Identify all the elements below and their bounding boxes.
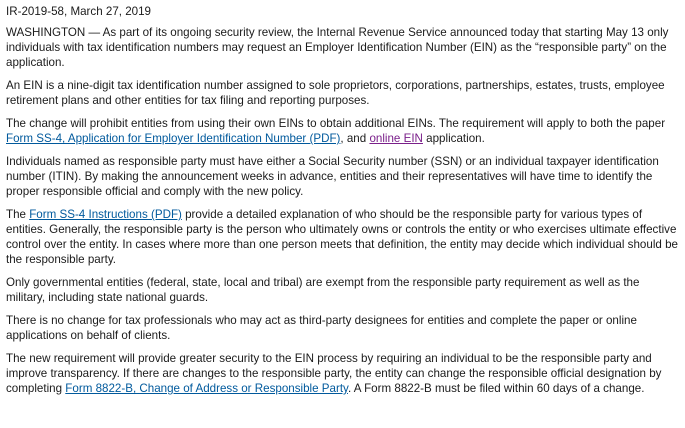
paragraph-instructions (6, 207, 681, 267)
paragraph-text: provide a detailed explanation of who should be the responsible party for various types of entities. Generally, the responsible party is the person who ultimately owns or controls the entity or who exercises ultimate effective control over the entity. In cases where more than one person meets that definition, the entity may decide which individual should be the responsible party. (6, 208, 678, 266)
paragraph-ein-definition: An EIN is a nine-digit tax identification number assigned to sole proprietors, corporations, partnerships, estates, trusts, employee retirement plans and other entities for tax filing and reporting purposes. (6, 79, 665, 107)
paragraph-individuals: Individuals named as responsible party must have either a Social Security number (SSN) or an individual taxpayer identification number (ITIN). By making the announcement weeks in advance, entities and their representatives will have time to identify the proper responsible official and comply with the new policy. (6, 155, 659, 198)
paragraph-text: The new requirement will provide greater security to the EIN process by requiring an individual to be the responsible party and improve transparency. If there are changes to the responsible party, the entity can change the responsible official designation by completing (6, 352, 662, 395)
paragraph-intro: WASHINGTON — As part of its ongoing security review, the Internal Revenue Service announced today that starting May 13 only individuals with tax identification numbers may request an Employer Identification Number (EIN) as the “responsible party” on the application. (6, 26, 669, 69)
paragraph-text: The (6, 208, 30, 221)
release-dateline: IR-2019-58, March 27, 2019 (6, 5, 152, 18)
paragraph-text: . A Form 8822-B must be filed within 60 days of a change. (347, 382, 645, 395)
paragraph-text: application. (422, 132, 485, 145)
form-8822b-link[interactable]: Form 8822-B, Change of Address or Responsible Party (65, 382, 348, 395)
form-ss4-link[interactable]: Form SS-4, Application for Employer Identification Number (PDF) (6, 132, 341, 145)
paragraph-exemptions: Only governmental entities (federal, state, local and tribal) are exempt from the responsible party requirement as well as the military, including state national guards. (6, 276, 640, 304)
paragraph-change (6, 116, 681, 146)
paragraph-text: The change will prohibit entities from using their own EINs to obtain additional EINs. The requirement will apply to both the paper (6, 117, 666, 130)
paragraph-text: , and (340, 132, 370, 145)
paragraph-tax-professionals: There is no change for tax professionals who may act as third-party designees for entities and complete the paper or online applications on behalf of clients. (6, 314, 637, 342)
form-ss4-instructions-link[interactable]: Form SS-4 Instructions (PDF) (29, 208, 182, 221)
online-ein-link[interactable]: online EIN (369, 132, 423, 145)
paragraph-security (6, 351, 681, 396)
